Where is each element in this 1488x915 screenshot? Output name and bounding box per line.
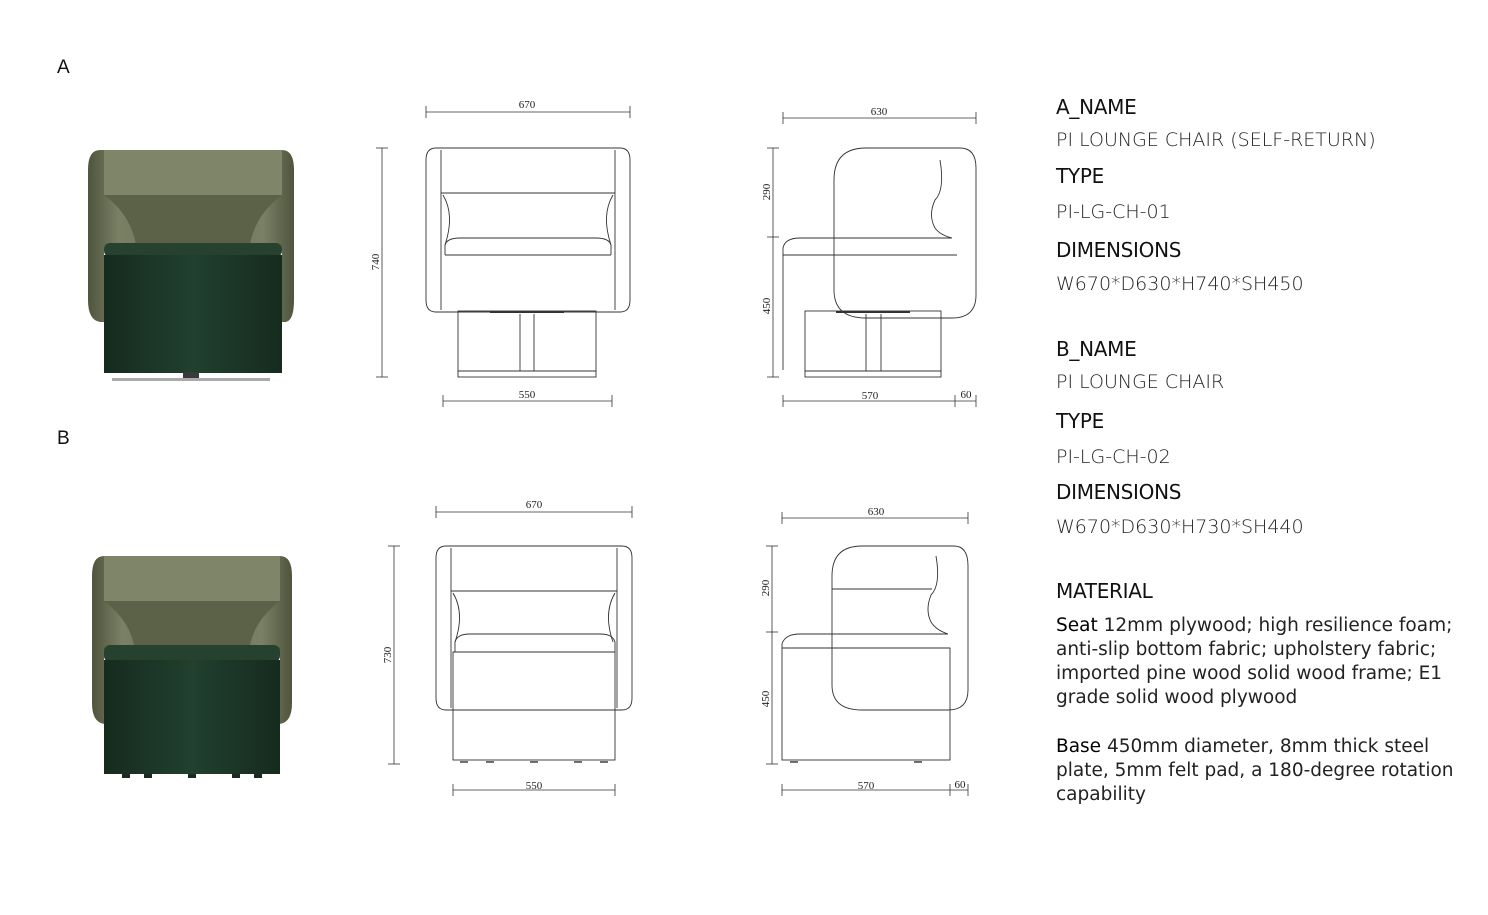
b-dimensions-value: W670*D630*H730*SH440 xyxy=(1056,516,1304,538)
section-label-b: B xyxy=(57,428,70,449)
a-name-value: PI LOUNGE CHAIR (SELF-RETURN) xyxy=(1056,129,1376,151)
chair-a-front-view xyxy=(426,148,630,377)
a-dimensions-value: W670*D630*H740*SH450 xyxy=(1056,273,1304,295)
dim-a-side-depth: 630 xyxy=(870,106,888,118)
dim-a-front-width: 670 xyxy=(518,99,536,111)
material-seat xyxy=(1056,614,1456,710)
dim-a-side-base: 570 xyxy=(861,390,879,402)
dim-a-front-height: 740 xyxy=(370,253,382,271)
section-label-a: A xyxy=(57,57,70,78)
chair-a-front-dims xyxy=(376,106,630,407)
chair-b-render xyxy=(92,556,292,778)
base-label: Base xyxy=(1056,736,1102,757)
base-text: 450mm diameter, 8mm thick steel plate, 5mm felt pad, a 180-degree rotation capability xyxy=(1056,736,1454,805)
a-type-label: TYPE xyxy=(1056,164,1104,188)
b-type-value: PI-LG-CH-02 xyxy=(1056,446,1171,468)
b-name-label: B_NAME xyxy=(1056,337,1137,361)
chair-b-side-dims xyxy=(766,512,968,796)
dim-b-side-base: 570 xyxy=(857,780,875,792)
seat-text: 12mm plywood; high resilience foam; anti-slip bottom fabric; upholstery fabric; imported pine wood solid wood frame; E1 grade solid wood plywood xyxy=(1056,615,1453,708)
a-type-value: PI-LG-CH-01 xyxy=(1056,201,1171,223)
chair-a-side-dims xyxy=(767,112,976,407)
b-dimensions-label: DIMENSIONS xyxy=(1056,480,1182,504)
dim-b-side-gap: 60 xyxy=(954,779,966,791)
chair-a-render xyxy=(88,150,294,381)
b-name-value: PI LOUNGE CHAIR xyxy=(1056,371,1225,393)
dim-b-side-depth: 630 xyxy=(867,506,885,518)
dim-b-front-base: 550 xyxy=(525,780,543,792)
material-base xyxy=(1056,735,1456,807)
chair-b-front-view xyxy=(436,546,632,762)
chair-b-front-dims xyxy=(388,506,632,796)
dim-a-side-gap: 60 xyxy=(960,389,972,401)
chair-b-side-view xyxy=(782,546,968,762)
dim-a-side-seat: 450 xyxy=(761,297,773,315)
a-dimensions-label: DIMENSIONS xyxy=(1056,238,1182,262)
seat-label: Seat xyxy=(1056,615,1098,636)
material-label: MATERIAL xyxy=(1056,579,1153,603)
dim-a-front-base: 550 xyxy=(518,389,536,401)
b-type-label: TYPE xyxy=(1056,409,1104,433)
dim-b-side-seat: 450 xyxy=(760,690,772,708)
dim-b-front-height: 730 xyxy=(382,646,394,664)
dim-b-front-width: 670 xyxy=(525,499,543,511)
chair-a-side-view xyxy=(783,148,976,377)
dim-b-side-back: 290 xyxy=(760,579,772,597)
dim-a-side-back: 290 xyxy=(761,183,773,201)
a-name-label: A_NAME xyxy=(1056,95,1137,119)
